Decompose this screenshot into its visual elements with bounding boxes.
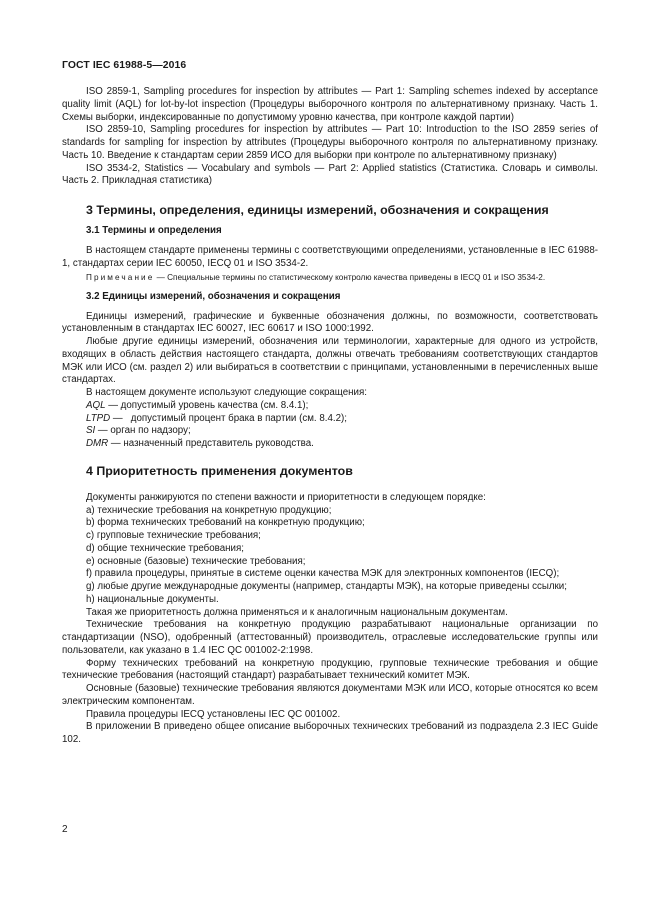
list-item: d) общие технические требования; bbox=[86, 542, 244, 554]
reference-iso-2859-1: ISO 2859-1, Sampling procedures for inspection by attributes — Part 1: Sampling schemes indexed by acceptance quality limit (AQL) for lot-by-lot inspection (Процедуры выборочного контроля по альтернативному признаку. Часть 1. Схемы выборки, индексированные по допустимому уровню качества, при контроле каждой партии) bbox=[62, 86, 598, 123]
list-item: h) национальные документы. bbox=[86, 593, 219, 605]
page-content bbox=[62, 86, 598, 747]
note-text: — Специальные термины по статистическому контролю качества приведены в IECQ 01 и ISO 3534-2. bbox=[154, 273, 546, 283]
list-item: b) форма технических требований на конкретную продукцию; bbox=[86, 517, 365, 529]
reference-iso-3534-2: ISO 3534-2, Statistics — Vocabulary and symbols — Part 2: Applied statistics (Статистика. Словарь и символы. Часть 2. Прикладная статистика) bbox=[62, 162, 598, 187]
section-4-paragraph: Форму технических требований на конкретную продукцию, групповые технические требования и общие технические требования (настоящий стандарт) разрабатывает технический комитет МЭК. bbox=[62, 657, 598, 682]
section-4-paragraph: Технические требования на конкретную продукцию разрабатывают национальные организации по стандартизации (NSO), одобренный (аттестованный) производитель, отраслевые исследовательские группы или пользователи, как указано в 1.4 IEC QC 001002-2:1998. bbox=[62, 619, 598, 656]
list-item: f) правила процедуры, принятые в системе оценки качества МЭК для электронных компонентов (IECQ); bbox=[86, 568, 560, 580]
abbreviation-definition: — допустимый процент брака в партии (см. 8.4.2); bbox=[110, 412, 347, 424]
section-4-heading: 4 Приоритетность применения документов bbox=[86, 463, 353, 478]
abbreviation-dmr bbox=[62, 438, 598, 451]
reference-iso-2859-10: ISO 2859-10, Sampling procedures for inspection by attributes — Part 10: Introduction to the ISO 2859 series of standards for sampling for inspection by attributes (Процедуры выборочного контроля по альтернативному признаку. Часть 10. Введение к стандартам серии 2859 ИСО для выборки при контроле по альтернативному признаку) bbox=[62, 124, 598, 161]
note bbox=[62, 273, 598, 284]
abbreviation-si bbox=[62, 425, 598, 438]
list-item: g) любые другие международные документы (например, стандарты МЭК), на которые приведены ссылки; bbox=[86, 581, 567, 593]
list-item: a) технические требования на конкретную продукцию; bbox=[86, 504, 332, 516]
note-label: Примечание bbox=[86, 273, 155, 283]
abbreviation-ltpd bbox=[62, 413, 598, 426]
list-item: c) групповые технические требования; bbox=[86, 530, 261, 542]
abbreviation-term: LTPD bbox=[86, 412, 111, 424]
abbreviation-definition: — назначенный представитель руководства. bbox=[108, 438, 314, 450]
abbreviation-aql bbox=[62, 400, 598, 413]
section-4-paragraph: Правила процедуры IECQ установлены IEC QC 001002. bbox=[86, 708, 341, 720]
abbreviation-term: SI bbox=[86, 425, 96, 437]
section-3-heading: 3 Термины, определения, единицы измерений, обозначения и сокращения bbox=[86, 203, 549, 217]
subsection-3-1-heading: 3.1 Термины и определения bbox=[86, 225, 222, 236]
section-4-paragraph: Основные (базовые) технические требования являются документами МЭК или ИСО, которые относятся ко всем электрическим компонентам. bbox=[62, 683, 598, 707]
abbreviation-term: DMR bbox=[86, 438, 109, 450]
subsection-3-1-text: В настоящем стандарте применены термины с соответствующими определениями, установленные в IEC 61988-1, стандартах серии IEC 60050, IECQ 01 и ISO 3534-2. bbox=[62, 244, 598, 269]
abbreviation-definition: — допустимый уровень качества (см. 8.4.1); bbox=[105, 399, 309, 411]
page-number: 2 bbox=[62, 824, 68, 835]
abbreviation-term: AQL bbox=[86, 399, 106, 411]
section-4-paragraph: Такая же приоритетность должна применяться и к аналогичным национальным документам. bbox=[86, 606, 508, 618]
section-4-intro: Документы ранжируются по степени важности и приоритетности в следующем порядке: bbox=[86, 491, 486, 503]
list-item: e) основные (базовые) технические требования; bbox=[86, 555, 306, 567]
subsection-3-2-para-3: В настоящем документе используют следующие сокращения: bbox=[86, 387, 367, 399]
section-4-paragraph: В приложении В приведено общее описание выборочных технических требований из подраздела 2.3 IEC Guide 102. bbox=[62, 721, 598, 746]
subsection-3-2-heading: 3.2 Единицы измерений, обозначения и сокращения bbox=[86, 290, 341, 302]
document-header: ГОСТ IEC 61988-5—2016 bbox=[62, 60, 187, 71]
subsection-3-2-para-1: Единицы измерений, графические и буквенные обозначения должны, по возможности, соответствовать установленным в стандартах IEC 60027, IEC 60617 и ISO 1000:1992. bbox=[62, 310, 598, 335]
subsection-3-2-para-2: Любые другие единицы измерений, обозначения или терминологии, характерные для одного из устройств, входящих в область действия настоящего стандарта, должны отвечать требованиям соответствующих стандартов МЭК или ИСО (см. раздел 2) или выбираться в соответствии с принципами, установленными в перечисленных выше стандартах. bbox=[62, 336, 598, 386]
abbreviation-definition: — орган по надзору; bbox=[95, 425, 191, 437]
